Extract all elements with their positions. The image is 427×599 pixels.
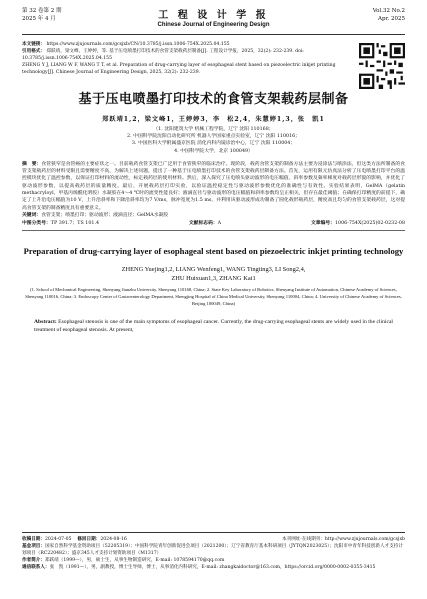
title-cn: 基于压电喷墨打印技术的食管支架载药层制备 [78, 92, 349, 107]
corresponding-label: 通信联系人： [22, 565, 50, 570]
corresponding-line [22, 564, 405, 571]
classification-row [22, 219, 405, 228]
author-bio-label: 作者简介： [22, 558, 45, 563]
clc-label: 中图分类号： [22, 220, 51, 227]
affiliations-cn [22, 126, 405, 155]
affiliation-cn-2: 2. 中国科学院沈阳自动化研究所 机器人学国家重点实验室，辽宁 沈阳 110016； [127, 134, 300, 140]
article-id-value: 1006-754X(2025)02-0232-08 [334, 221, 405, 227]
keywords-cn-label: 关键词： [22, 211, 42, 218]
affiliation-cn-1: （1. 沈阳建筑大学 机械工程学院，辽宁 沈阳 110168； [153, 127, 274, 132]
revised-label: 修回日期： [77, 537, 101, 542]
authors-en-line2: ZHU Huixuan1,3, ZHANG Kai1 [171, 275, 256, 283]
article-link-line [22, 41, 349, 48]
journal-site[interactable]: 本刊网址·在线期刊：http://www.zjujournals.com/gcsjxb [282, 537, 405, 542]
citation-en: ZHENG Y J, LIANG W F, WANG T T, et al. Preparation of drug-carrying layer of esophageal stent based on piezoelectric inkjet printing technology[J]. Chinese Journal of Engineering Design, 2025, 32(2): 232-239. [22, 63, 336, 75]
clc-value: TP 391.7；TS 101.4 [50, 221, 100, 227]
keywords-cn [22, 212, 405, 219]
revised-date: 2024-08-16 [100, 537, 127, 542]
authors-en [22, 265, 405, 283]
citation-cn: 郑跃靖，梁文峰，王婷婷，等. 基于压电喷墨打印技术的食管支架载药层制备[J]. 工程设计学报，2025，32(2): 232-239. doi: 10.3785/j.issn.1006-754X.2025.04.155 [22, 49, 304, 61]
header-center [22, 6, 405, 28]
date-cn: 2025 年 4 月 [22, 16, 56, 22]
date-en: Apr. 2025 [377, 16, 405, 22]
title-en: Preparation of drug-carrying layer of esophageal stent based on piezoelectric inkjet printing technology [23, 246, 404, 257]
abstract-cn [22, 161, 405, 212]
authors-cn: 郑跃靖1,2，梁文峰1，王婷婷3，李 松2,4，朱慧婷1,3，张 凯1 [102, 116, 325, 123]
received-date: 2024-07-05 [44, 537, 72, 542]
journal-header [22, 0, 405, 35]
corresponding-text: 张 凯（1991—），男，副教授，博士生导师，博士，从事消化内科研究，E-mail: zhangkaidoctor@163.com，https://orcid.org/0000-0002-0355-3415 [49, 565, 376, 570]
abstract-en-text: Esophageal stenosis is one of the main symptoms of esophageal cancer. Currently, the drug-carrying esophageal stents are widely used in the clinical treatment of esophageal stenosis. At present, [34, 318, 393, 333]
divider [22, 230, 405, 231]
volume-en: Vol.32 No.2 [372, 8, 405, 14]
citation-cn-line [22, 48, 349, 62]
qr-code-icon[interactable] [359, 43, 405, 89]
citation-label: 引用格式： [22, 49, 45, 54]
article-id-label: 文章编号： [310, 220, 335, 227]
footnotes [22, 532, 405, 571]
abstract-en [22, 318, 405, 334]
abstract-cn-text: 食管狭窄是食管癌的主要症状之一。目前载药食管支架已广泛用于食管狭窄的临床治疗。现阶段，载药食管支架的制备方法主要为浸涂法与喷涂法，但这类方法所制备的食管支架载药层的材料受限且需要精度不高，为解决上述问题，提出了一种基于压电喷墨打印技术的食管支架载药层制备方法。首先，运用有限元仿真法分析了压电喷墨打印平台的温控模块优化了温控参数，以保证打印材料的流动性，标定载药层的使用材料。然后，深入探究了压电喷头驱动波形的电压幅值、斜率参数及频率梯度对载药层形貌的影响，并优化了驱动波形参数，以提高载药层的质量精度。最后，开展载药层打印实验，以验证温控稳定性与驱动波形参数优化的准确性与有效性。实验结果表明，GelMA（gelatin methacryloyl，甲基丙烯酰化明胶）水凝胶在4～4 ℃时的流变性能良好；液滴直径与驱动波形的电压幅值和斜率参数均呈正相关，但存在最佳阈值；在确保打印精度的前提下，确定了上升沿电压幅值为10 V，上升沿斜率和下降沿斜率均为7 V/ms，脉冲宽度为1.5 ms，并利用该驱动波形成功制备了圆化载形载药层，精度高且均匀的食管支架载药层，这对提高食管支架的制备精度具有重要意义。 [22, 161, 405, 211]
article-link[interactable]: https://www.zjujournals.com/gcsjxb/CN/10.3785/j.issn.1006-754X.2025.04.155 [46, 42, 230, 47]
keywords-cn-text: 食管支架；喷墨打印；驱动波形；液滴直径；GelMA水凝胶 [41, 212, 169, 218]
affiliation-cn-4: 4. 中国科学院大学，北京 100049） [174, 148, 253, 154]
affiliation-cn-3: 3. 中国医科大学附属盛京医院 消化内科内镜诊治中心，辽宁 沈阳 110004； [131, 141, 296, 147]
doc-code-value: A [217, 221, 222, 227]
author-bio-text: 郑跃靖（1999—），男，硕士生，从事生物制造研究，E-mail: 1078594170@qq.com [44, 558, 225, 563]
doc-code-label: 文献标志码： [188, 220, 218, 227]
article-link-label: 本文链接： [22, 42, 45, 47]
authors-en-line1: ZHENG Yuejing1,2, LIANG Wenfeng1, WANG Tingting3, LI Song2,4, [121, 266, 306, 274]
dates-row [22, 536, 405, 543]
fund-label: 基金项目： [22, 544, 45, 549]
abstract-en-label: Abstract: [34, 318, 57, 325]
journal-name-en: Chinese Journal of Engineering Design [157, 22, 270, 28]
journal-name-cn: 工 程 设 计 学 报 [158, 10, 269, 21]
fund-text: 国家自然科学基金资助项目（52205319）；中国科学院青年创新促进会项目（2021200）；辽宁省教育厅基本科研项目（JYTQN2023025）；沈阳市中青年科技创新人才支持计划项目（RC220482）；盛京345人才支持计划资助项目（M1317） [22, 544, 403, 556]
affiliations-en: (1. School of Mechanical Engineering, Shenyang Jianzhu University, Shenyang 110168, China; 2. State Key Laboratory of Robotics, Shenyang Institute of Automation, Chinese Academy of Sciences, Shenyang 110016, China; 3. Endoscopy Center of Gastroenterology Department, Shengjing Hospital of China Medical University, Shenyang 110004, China; 4. University of Chinese Academy of Sciences, Beijing 100049, China) [25, 287, 402, 306]
citation-block [22, 41, 405, 76]
author-bio-line [22, 557, 405, 564]
volume-cn: 第 32 卷第 2 期 [22, 8, 62, 14]
received-label: 收稿日期： [22, 537, 45, 542]
fund-line [22, 543, 405, 557]
abstract-cn-label: 摘 要： [22, 160, 42, 167]
header-right [373, 7, 405, 23]
